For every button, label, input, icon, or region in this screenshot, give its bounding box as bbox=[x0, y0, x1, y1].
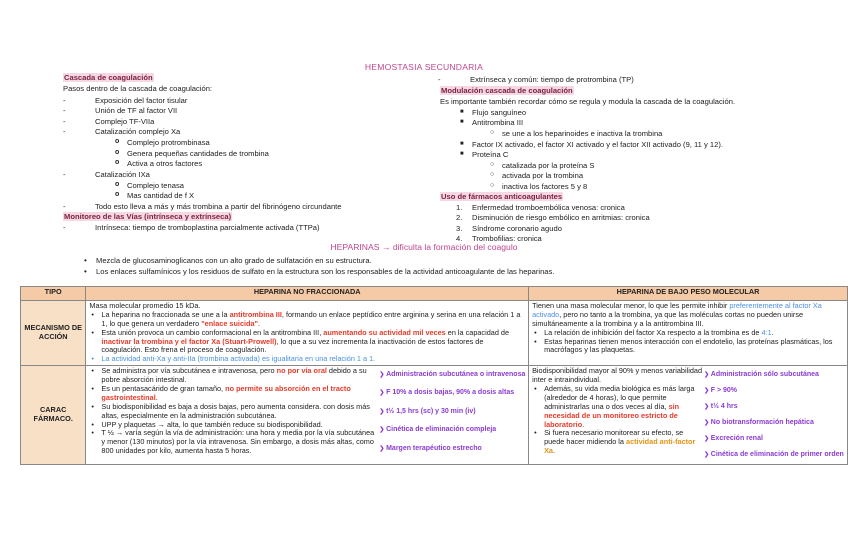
modulation-heading: Modulación cascada de coagulación bbox=[441, 86, 573, 95]
antitrombina-sub: ○ se une a los heparinoides e inactiva la trombina bbox=[502, 129, 662, 138]
modulation-item: ■ Flujo sanguíneo bbox=[472, 108, 526, 117]
lmw-summary-item: ❯ Cinética de eliminación de primer orden bbox=[704, 451, 844, 460]
lmw-summary-item: ❯ Administración sólo subcutánea bbox=[704, 371, 819, 380]
lmw-summary-item: ❯ Excreción renal bbox=[704, 435, 763, 444]
heparinas-bullet: • Mezcla de glucosaminoglicanos con un alto grado de sulfatación en su estructura. bbox=[96, 256, 372, 265]
row-label-mechanism: MECANISMO DE ACCIÓN bbox=[21, 301, 86, 366]
cascade-step: - Unión de TF al factor VII bbox=[95, 106, 177, 115]
monitor-heading: Monitoreo de las Vías (intrínseca y extrínseca) bbox=[64, 212, 232, 221]
cascade-step: - Exposición del factor tisular bbox=[95, 96, 187, 105]
nf-summary-item: ❯ F 10% a dosis bajas, 90% a dosis altas bbox=[379, 389, 514, 398]
xa-sub-item: o Genera pequeñas cantidades de trombina bbox=[127, 149, 269, 158]
lmw-summary-item: ❯ No biotransformación hepática bbox=[704, 419, 814, 428]
lmw-carac-cell: Biodisponibilidad mayor al 90% y menos variabilidad inter e intraindividual. • Además, su vida media biológica es más larga (alrededor de 4 horas), lo que permite administrarlas una o dos veces al día, sin necesidad de un monitoreo estricto de laboratorio. • Si fuera necesario monitorear su efecto, se puede hacer midiendo la actividad anti-factor Xa. ❯ Administración sólo subcutánea ❯ F > 90% ❯ t½ 4 hrs ❯ No biotransformación hepática ❯ Excreción renal ❯ Cinética de eliminación de primer orden bbox=[529, 366, 848, 465]
cascade-heading: Cascada de coagulación bbox=[64, 73, 153, 82]
header-nf: HEPARINA NO FRACCIONADA bbox=[86, 287, 529, 301]
nf-summary-item: ❯ t½ 1,5 hrs (sc) y 30 min (iv) bbox=[379, 408, 475, 417]
cascade-step: - Complejo TF-VIIa bbox=[95, 117, 154, 126]
uso-number: 3. bbox=[456, 224, 463, 233]
nf-summary-item: ❯ Margen terapéutico estrecho bbox=[379, 445, 481, 454]
xa-sub-item: o Complejo protrombinasa bbox=[127, 138, 210, 147]
cascade-step: - Catalización IXa bbox=[95, 170, 150, 179]
proteina-c-sub: ○ inactiva los factores 5 y 8 bbox=[502, 182, 587, 191]
uso-item: Trombofilias: cronica bbox=[472, 234, 542, 243]
header-lmw: HEPARINA DE BAJO PESO MOLECULAR bbox=[529, 287, 848, 301]
lmw-summary-item: ❯ t½ 4 hrs bbox=[704, 403, 738, 412]
nf-carac-cell: • Se administra por vía subcutánea e intravenosa, pero no por vía oral debido a su pobre absorción intestinal. • Es un pentasacárido de gran tamaño, no permite su absorción en el tracto gastrointestinal. • Su biodisponibilidad es baja a dosis bajas, pero aumenta considera. con dosis más altas, especialmente en la administración subcutánea. • UPP y plaquetas → alta, lo que también reduce su biodisponibilidad. • T ½ → varía según la vía de administración: una hora y media por la vía subcutánea y menor (130 minutos) por la vía intravenosa. Sin embargo, a dosis más altas, como 800 unidades por kilo, aumenta hasta 5 horas. ❯ Administración subcutánea o intravenosa ❯ F 10% a dosis bajas, 90% a dosis altas ❯ t½ 1,5 hrs (sc) y 30 min (iv) ❯ Cinética de eliminación compleja ❯ Margen terapéutico estrecho bbox=[86, 366, 529, 465]
heparinas-title: HEPARINAS → dificulta la formación del coagulo bbox=[330, 242, 518, 252]
modulation-intro: Es importante también recordar cómo se regula y modula la cascada de la coagulación. bbox=[440, 97, 736, 106]
cascade-intro: Pasos dentro de la cascada de coagulación: bbox=[63, 84, 213, 93]
uso-heading: Uso de fármacos anticoagulantes bbox=[441, 192, 563, 201]
heparinas-bullet: • Los enlaces sulfamínicos y los residuos de sulfato en la estructura son los responsables de la actividad anticoagulante de las heparinas. bbox=[96, 267, 554, 276]
uso-number: 4. bbox=[456, 234, 463, 243]
lmw-mechanism-cell: Tienen una masa molecular menor, lo que les permite inhibir preferentemente al factor Xa activado, pero no tanto a la trombina, ya que las moléculas cortas no pueden unirse simultáneamente a la trombina y a la antitrombina III. • La relación de inhibición del factor Xa respecto a la trombina es de 4:1. • Estas heparinas tienen menos interacción con el endotelio, las proteínas plasmáticas, los macrófagos y las plaquetas. bbox=[529, 301, 848, 366]
header-tipo: TIPO bbox=[21, 287, 86, 301]
modulation-item: ■ Proteína C bbox=[472, 150, 508, 159]
proteina-c-sub: ○ catalizada por la proteína S bbox=[502, 161, 594, 170]
lmw-summary-item: ❯ F > 90% bbox=[704, 387, 737, 396]
extrinsic-item: - Extrínseca y común: tiempo de protrombina (TP) bbox=[470, 75, 634, 84]
uso-item: Síndrome coronario agudo bbox=[472, 224, 562, 233]
nf-mechanism-cell: Masa molecular promedio 15 kDa. • La heparina no fraccionada se une a la antitrombina III, formando un enlace peptídico entre arginina y serina en una relación 1 a 1, lo que genera un verdadero "enlace suicida". • Esta unión provoca un cambio conformacional en la antitrombina III, aumentando su actividad mil veces en la capacidad de inactivar la trombina y el factor Xa (Stuart-Prowell), lo que a su vez incrementa la inactivación de estos factores de coagulación. Esto frena el proceso de coagulación. • La actividad anti-Xa y anti-IIa (trombina activada) es igualitaria en una relación 1 a 1. bbox=[86, 301, 529, 366]
monitor-item: - Intrínseca: tiempo de tromboplastina parcialmente activada (TTPa) bbox=[95, 223, 320, 232]
xa-sub-item: o Activa a otros factores bbox=[127, 159, 202, 168]
ixa-sub-item: o Complejo tenasa bbox=[127, 181, 184, 190]
nf-summary-item: ❯ Cinética de eliminación compleja bbox=[379, 426, 496, 435]
row-label-carac: CARAC FÁRMACO. bbox=[21, 366, 86, 465]
proteina-c-sub: ○ activada por la trombina bbox=[502, 171, 583, 180]
uso-item: Enfermedad tromboembólica venosa: cronica bbox=[472, 203, 625, 212]
ixa-sub-item: o Mas cantidad de f X bbox=[127, 191, 194, 200]
modulation-item: ■ Antitrombina III bbox=[472, 118, 523, 127]
cascade-final: - Todo esto lleva a más y más trombina a partir del fibrinógeno circundante bbox=[95, 202, 342, 211]
uso-item: Disminución de riesgo embólico en arritmias: cronica bbox=[472, 213, 650, 222]
heparin-comparison-table bbox=[20, 286, 848, 465]
nf-summary-item: ❯ Administración subcutánea o intravenosa bbox=[379, 371, 525, 380]
uso-number: 2. bbox=[456, 213, 463, 222]
page-title: HEMOSTASIA SECUNDARIA bbox=[364, 62, 484, 72]
cascade-step: - Catalización complejo Xa bbox=[95, 127, 180, 136]
modulation-item: ■ Factor IX activado, el factor XI activado y el factor XII activado (9, 11 y 12). bbox=[472, 140, 723, 149]
uso-number: 1. bbox=[456, 203, 463, 212]
